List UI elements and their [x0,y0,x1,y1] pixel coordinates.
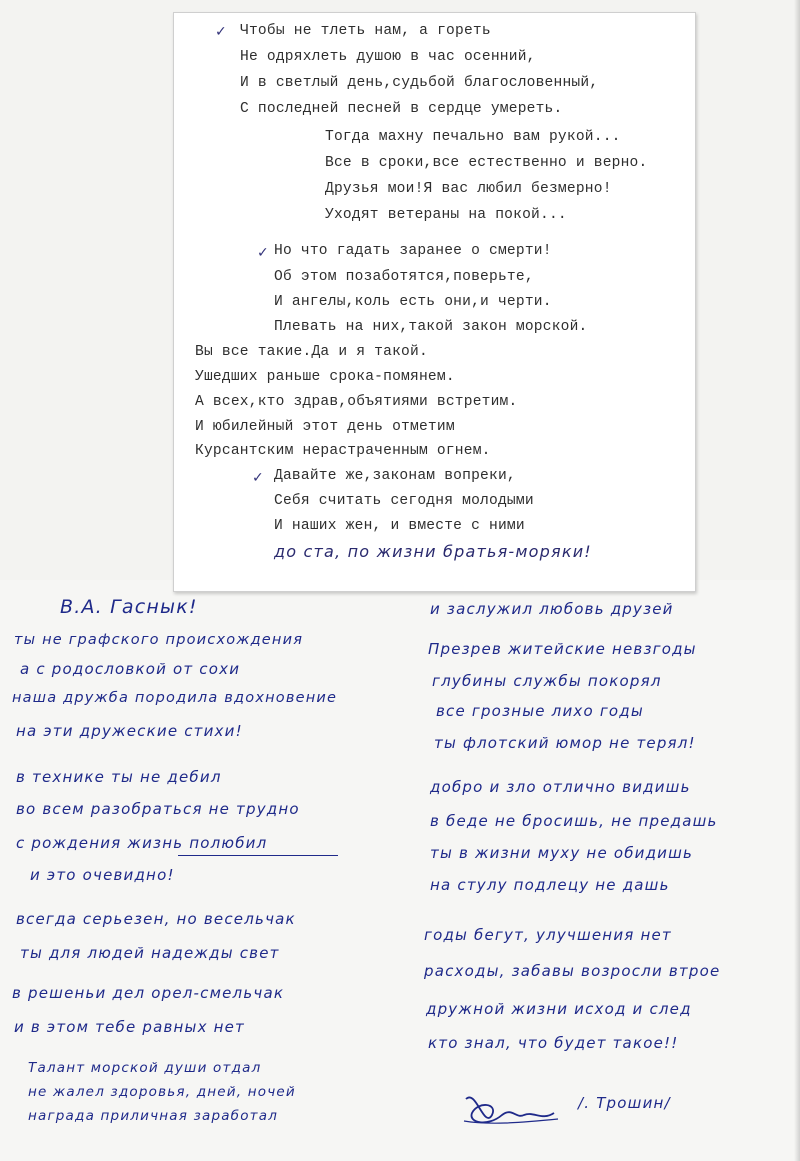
handwritten-line: а с родословкой от сохи [20,660,241,678]
handwritten-line: с рождения жизнь полюбил [16,834,268,852]
handwritten-line: глубины службы покорял [432,672,662,690]
poem-line: Не одряхлеть душою в час осенний, [240,49,536,65]
check-mark: ✓ [215,24,227,40]
handwritten-line: все грозные лихо годы [436,702,644,720]
scan-edge-shadow [794,0,800,1161]
handwritten-line: ты в жизни муху не обидишь [430,844,694,862]
handwritten-line: и это очевидно! [30,866,175,884]
poem-line: Но что гадать заранее о смерти! [274,243,552,259]
handwritten-line: ты не графского происхождения [14,632,304,648]
poem-handwritten-line: до ста, по жизни братья-моряки! [274,542,592,561]
poem-line: И в светлый день,судьбой благословенный, [240,75,599,91]
poem-line: Ушедших раньше срока-помянем. [195,369,455,385]
poem-line: Друзья мои!Я вас любил безмерно! [325,181,612,197]
handwritten-line: и в этом тебе равных нет [14,1018,245,1036]
handwritten-line: расходы, забавы возросли втрое [424,962,721,980]
handwritten-line: Презрев житейские невзгоды [428,640,697,658]
handwritten-line: кто знал, что будет такое!! [428,1034,679,1052]
poem-line: С последней песней в сердце умереть. [240,101,563,117]
poem-line: Давайте же,законам вопреки, [274,468,516,484]
handwritten-line: добро и зло отлично видишь [430,778,691,796]
poem-line: Об этом позаботятся,поверьте, [274,269,534,285]
poem-line: Плевать на них,такой закон морской. [274,319,588,335]
handwritten-line: на стулу подлецу не дашь [430,876,670,894]
poem-line: И юбилейный этот день отметим [195,419,455,435]
poem-line: Себя считать сегодня молодыми [274,493,534,509]
handwritten-line: всегда серьезен, но весельчак [16,910,296,928]
handwritten-line: ты для людей надежды свет [20,944,280,962]
handwritten-line: в решеньи дел орел-смельчак [12,984,285,1002]
signature [458,1085,568,1133]
handwritten-line: не жалел здоровья, дней, ночей [28,1084,296,1100]
handwritten-line: годы бегут, улучшения нет [424,926,672,944]
poem-line: И ангелы,коль есть они,и черти. [274,294,552,310]
check-mark: ✓ [257,245,269,261]
handwritten-line: в беде не бросишь, не предашь [430,812,718,830]
handwritten-line: в технике ты не дебил [16,768,222,786]
handwritten-line: ты флотский юмор не терял! [434,734,696,752]
handwritten-line: дружной жизни исход и след [426,1000,692,1018]
poem-line: Вы все такие.Да и я такой. [195,344,428,360]
poem-line: Курсантским нерастраченным огнем. [195,443,491,459]
poem-line: Тогда махну печально вам рукой... [325,129,621,145]
handwritten-line: награда приличная заработал [28,1108,279,1124]
poem-line: А всех,кто здрав,объятиями встретим. [195,394,518,410]
poem-line: Чтобы не тлеть нам, а гореть [240,23,491,39]
dedication-heading: В.А. Гаснык! [60,596,198,618]
handwritten-line: во всем разобраться не трудно [16,800,300,818]
underline-decoration [178,855,338,856]
poem-line: Все в сроки,все естественно и верно. [325,155,648,171]
handwritten-line: на эти дружеские стихи! [16,722,243,740]
handwritten-line: Талант морской души отдал [28,1060,262,1076]
check-mark: ✓ [252,470,264,486]
signer-name: /. Трошин/ [578,1094,671,1112]
handwritten-line: и заслужил любовь друзей [430,600,674,618]
poem-line: Уходят ветераны на покой... [325,207,567,223]
poem-line: И наших жен, и вместе с ними [274,518,525,534]
handwritten-line: наша дружба породила вдохновение [12,690,338,706]
